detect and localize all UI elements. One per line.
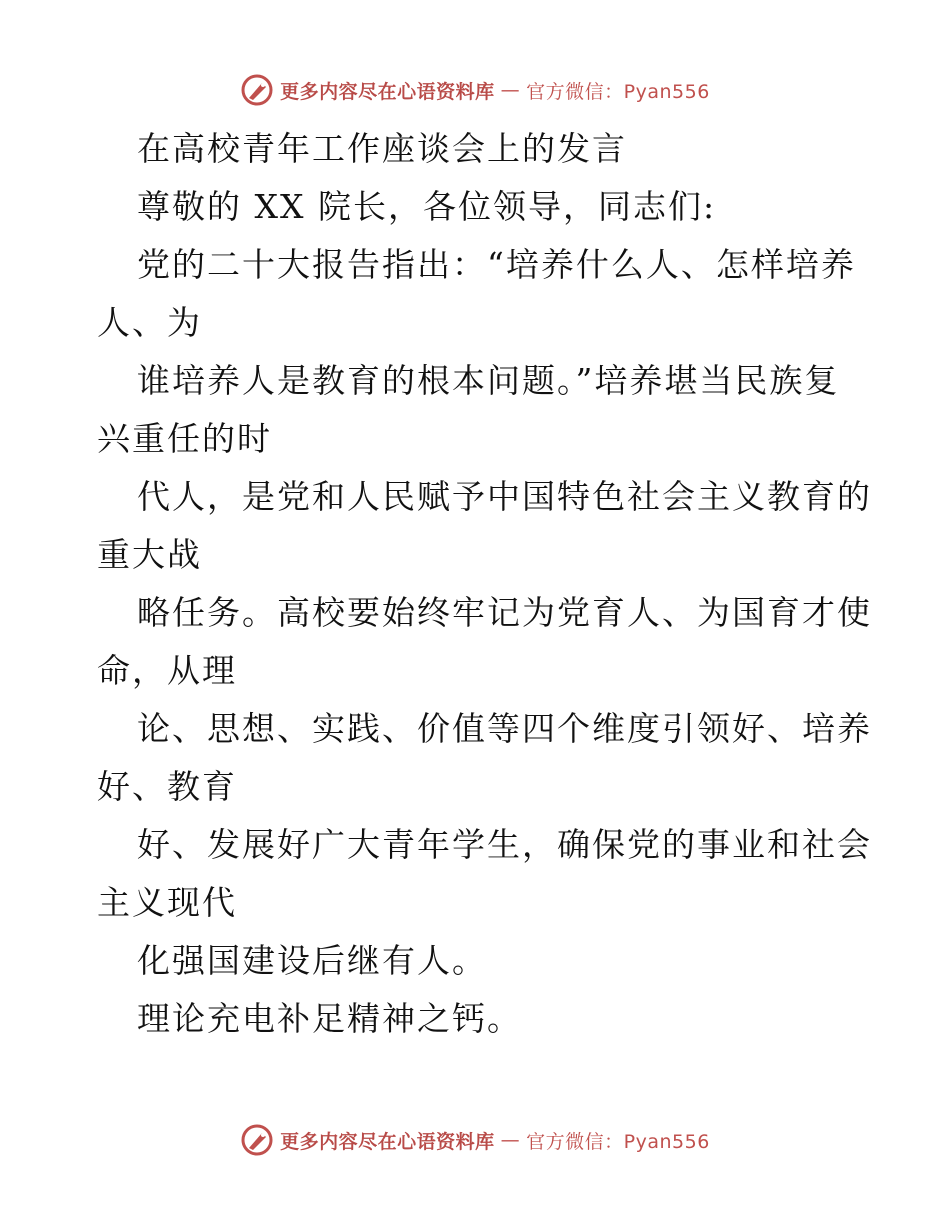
doc-line: 化强国建设后继有人。 <box>137 941 487 980</box>
doc-line: 人、为 <box>97 303 202 342</box>
doc-line: 命，从理 <box>97 651 237 690</box>
doc-line: 理论充电补足精神之钙。 <box>137 999 522 1038</box>
footer-watermark <box>0 1120 950 1160</box>
watermark-separator: — <box>500 79 521 101</box>
document-body <box>97 120 872 1048</box>
doc-line: 代人，是党和人民赋予中国特色社会主义教育的 <box>137 477 872 516</box>
doc-line: 谁培养人是教育的根本问题。”培养堪当民族复 <box>137 361 840 400</box>
doc-line: 在高校青年工作座谈会上的发言 <box>137 129 627 168</box>
pen-nib-circle-icon <box>240 1123 274 1157</box>
doc-line: 好、教育 <box>97 767 237 806</box>
watermark-wechat: 官方微信：Pyan556 <box>526 80 710 103</box>
doc-line: 重大战 <box>97 535 202 574</box>
doc-line: 主义现代 <box>97 883 237 922</box>
header-watermark <box>0 70 950 110</box>
doc-line: 好、发展好广大青年学生，确保党的事业和社会 <box>137 825 872 864</box>
doc-line: 略任务。高校要始终牢记为党育人、为国育才使 <box>137 593 872 632</box>
watermark-separator: — <box>500 1129 521 1151</box>
doc-line: 党的二十大报告指出：“培养什么人、怎样培养 <box>137 245 856 284</box>
watermark-title: 更多内容尽在心语资料库 <box>280 1130 495 1153</box>
pen-nib-circle-icon <box>240 73 274 107</box>
watermark-title: 更多内容尽在心语资料库 <box>280 80 495 103</box>
doc-line: 论、思想、实践、价值等四个维度引领好、培养 <box>137 709 872 748</box>
doc-line: 尊敬的 XX 院长，各位领导，同志们: <box>137 187 717 226</box>
doc-line: 兴重任的时 <box>97 419 272 458</box>
watermark-wechat: 官方微信：Pyan556 <box>526 1130 710 1153</box>
